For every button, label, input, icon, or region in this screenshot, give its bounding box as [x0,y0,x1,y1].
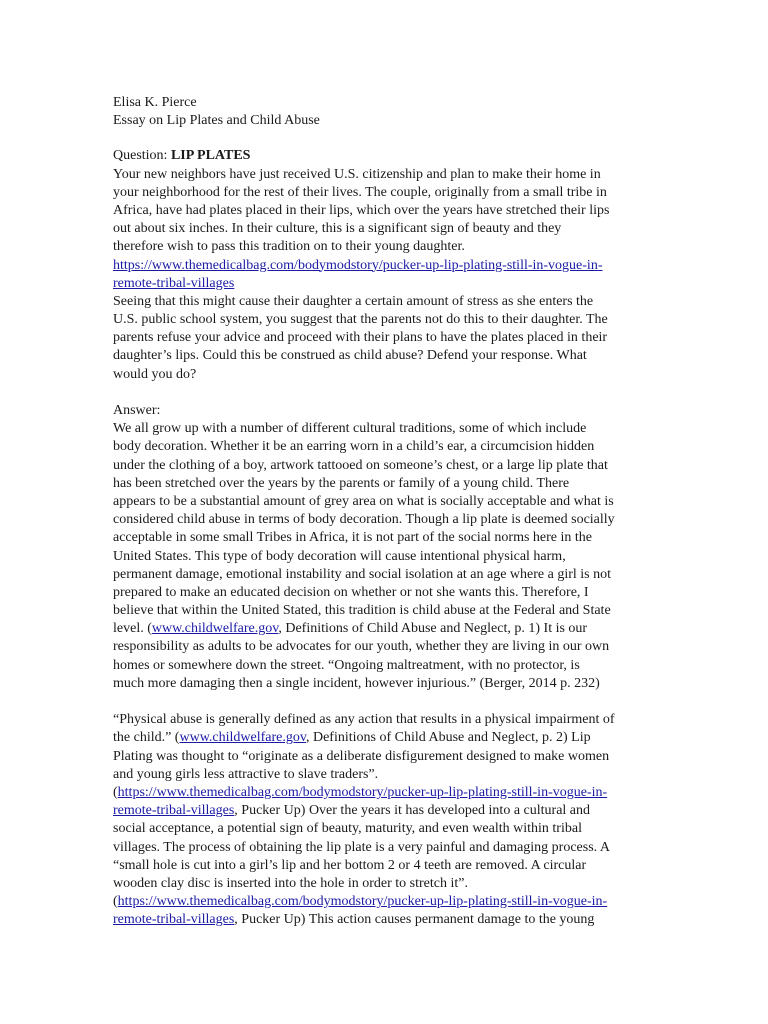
paragraph-line: and young girls less attractive to slave traders”. [113,766,379,782]
citation-text: , Definitions of Child Abuse and Neglect, p. 1) It is our [278,621,588,637]
medicalbag-link-cont[interactable]: remote-tribal-villages [113,912,235,928]
answer-line: has been stretched over the years by the parents or family of a young child. There [113,475,570,491]
source-link-part[interactable]: https://www.themedicalbag.com/bodymodstory/pucker-up-lip-plating-still-in-vogue-in- [113,257,603,273]
citation-text: level. ( [113,621,152,637]
answer-line: permanent damage, emotional instability and social isolation at an age where a girl is not [113,566,612,582]
paragraph-line: social acceptance, a potential sign of beauty, maturity, and even wealth within tribal [113,821,582,837]
question-line: Seeing that this might cause their daughter a certain amount of stress as she enters the [113,293,594,309]
childwelfare-link[interactable]: www.childwelfare.gov [179,730,306,746]
paragraph-line: Plating was thought to “originate as a deliberate disfigurement designed to make women [113,748,610,764]
answer-citation-line [113,620,668,638]
question-line: parents refuse your advice and proceed with their plans to have the plates placed in their [113,330,608,346]
question-source-link-cont[interactable] [113,275,668,293]
citation-text: , Pucker Up) Over the years it has developed into a cultural and [234,803,591,819]
citation-text: , Definitions of Child Abuse and Neglect, p. 2) Lip [305,730,591,746]
essay-title: Essay on Lip Plates and Child Abuse [113,113,320,129]
question-heading [113,147,668,165]
question-line: Africa, have had plates placed in their lips, which over the years have stretched their lips [113,202,610,218]
answer-line: believe that within the United Stated, this tradition is child abuse at the Federal and State [113,603,611,619]
paragraph-citation-line [113,729,668,747]
answer-line: considered child abuse in terms of body decoration. Though a lip plate is deemed socially [113,512,615,528]
answer-line: body decoration. Whether it be an earring worn in a child’s ear, a circumcision hidden [113,439,595,455]
answer-label: Answer: [113,403,161,418]
answer-line: acceptable in some small Tribes in Africa, it is not part of the social norms here in the [113,530,593,546]
answer-line: homes or somewhere down the street. “Ongoing maltreatment, with no protector, is [113,657,580,673]
answer-line: responsibility as adults to be advocates for our youth, whether they are living in our own [113,639,610,655]
paragraph-line: “small hole is cut into a girl’s lip and her bottom 2 or 4 teeth are removed. A circular [113,857,587,873]
answer-line: appears to be a substantial amount of grey area on what is socially acceptable and what is [113,493,614,509]
medicalbag-link-cont[interactable]: remote-tribal-villages [113,803,235,819]
citation-text: ( [113,784,118,800]
reference-line [113,784,668,802]
citation-text: ( [113,894,118,910]
reference-line [113,911,668,929]
paragraph-line: wooden clay disc is inserted into the hole in order to stretch it”. [113,875,468,891]
question-topic: LIP PLATES [170,148,251,164]
question-line: out about six inches. In their culture, this is a significant sign of beauty and they [113,221,562,237]
paragraph-line: villages. The process of obtaining the lip plate is a very painful and damaging process. A [113,839,611,855]
question-line: would you do? [113,366,197,382]
answer-line: prepared to make an educated decision on whether or not she wants this. Therefore, I [113,584,589,600]
question-line: U.S. public school system, you suggest that the parents not do this to their daughter. The [113,312,608,328]
medicalbag-link[interactable]: https://www.themedicalbag.com/bodymodstory/pucker-up-lip-plating-still-in-vogue-in- [117,784,608,800]
childwelfare-link[interactable]: www.childwelfare.gov [151,621,279,637]
reference-line [113,802,668,820]
question-label: Question: [113,148,171,164]
source-link-part[interactable]: remote-tribal-villages [113,275,235,291]
question-line: Your new neighbors have just received U.S. citizenship and plan to make their home in [113,166,601,182]
answer-line: much more damaging then a single incident, however injurious.” (Berger, 2014 p. 232) [113,675,600,691]
question-line: therefore wish to pass this tradition on to their young daughter. [113,239,465,255]
reference-line [113,893,668,911]
question-line: daughter’s lips. Could this be construed as child abuse? Defend your response. What [113,348,587,364]
answer-line: We all grow up with a number of different cultural traditions, some of which include [113,421,587,437]
medicalbag-link[interactable]: https://www.themedicalbag.com/bodymodstory/pucker-up-lip-plating-still-in-vogue-in- [117,894,608,910]
citation-text: the child.” ( [113,730,180,746]
paragraph-line: “Physical abuse is generally defined as any action that results in a physical impairment of [113,712,615,728]
question-source-link[interactable] [113,257,668,275]
answer-line: under the clothing of a boy, artwork tattooed on someone’s chest, or a large lip plate that [113,457,608,473]
answer-line: United States. This type of body decoration will cause intentional physical harm, [113,548,566,564]
citation-text: , Pucker Up) This action causes permanent damage to the young [234,912,595,928]
author-name: Elisa K. Pierce [113,95,197,110]
question-line: your neighborhood for the rest of their lives. The couple, originally from a small tribe in [113,184,607,200]
